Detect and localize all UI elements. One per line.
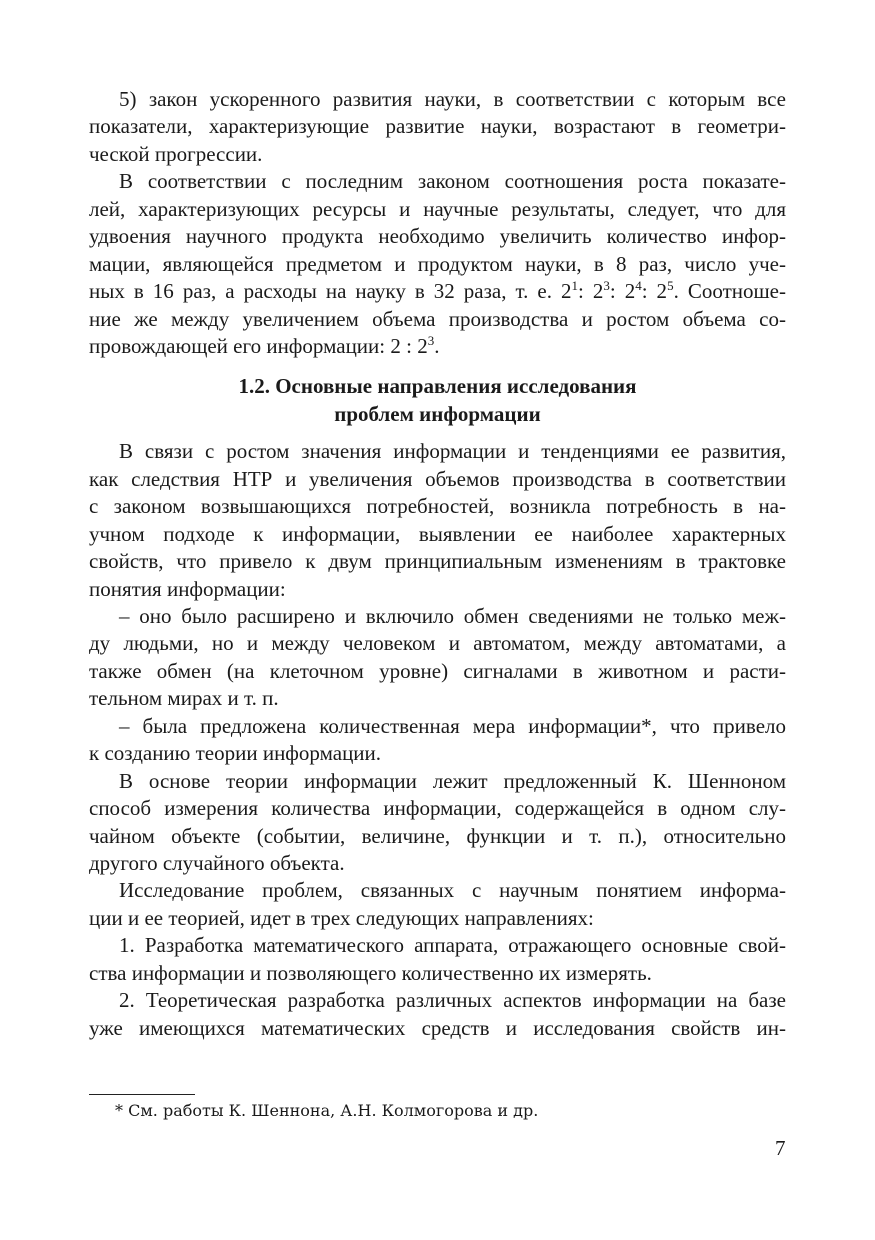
text-line: также обмен (на клеточном уровне) сигналами в животном и расти- [89,658,786,683]
text-line: учном подходе к информации, выявлении ее наиболее характерных [89,521,786,546]
exponent: 4 [635,278,642,294]
text-line: В связи с ростом значения информации и тенденциями ее развития, [119,439,786,464]
text-line: ства информации и позволяющего количественно их измерять. [89,960,652,985]
text-line: свойств, что привело к двум принципиальным изменениям в трактовке [89,549,786,574]
text-line: удвоения научного продукта необходимо увеличить количество инфор- [89,224,786,249]
text-line: тельном мирах и т. п. [89,686,279,711]
exponent: 5 [667,278,674,294]
text-line: В соответствии с последним законом соотношения роста показате- [119,169,786,194]
ratio-text: ных в 16 раз, а расходы на науку в 32 раза, т. е. 2 [89,279,572,304]
text-line: мации, являющейся предметом и продуктом науки, в 8 раз, число уче- [89,251,786,276]
paragraph-context [89,438,786,603]
ratio-separator: : 2 [641,279,668,304]
text-line: как следствия НТР и увеличения объемов производства в соответствии [89,466,786,491]
paragraph-shannon [89,768,786,878]
footnote-divider [89,1094,195,1095]
text-line: лей, характеризующих ресурсы и научные результаты, следует, что для [89,196,786,221]
text-line: с законом возвышающихся потребностей, возникла потребность в на- [89,494,786,519]
dash-item-1 [89,603,786,713]
exponent: 3 [603,278,610,294]
text-line: ции и ее теорией, идет в трех следующих направлениях: [89,905,594,930]
text-line: ние же между увеличением объема производства и ростом объема со- [89,306,786,331]
numbered-item-2 [89,987,786,1042]
page-body [89,86,786,1042]
section-heading [89,372,786,428]
ratio-text: провождающей его информации: 2 : 2 [89,333,428,358]
heading-line: проблем информации [334,402,541,427]
ratio-text-end: . [434,333,440,358]
paragraph-law5 [89,86,786,168]
ratio-text-end: . Соотноше- [673,279,786,304]
paragraph-ratio [89,168,786,360]
text-line: 2. Теоретическая разработка различных аспектов информации на базе [119,988,786,1013]
heading-line: 1.2. Основные направления исследования [238,374,637,399]
text-line: ду людьми, но и между человеком и автоматом, между автоматами, а [89,631,786,656]
spacer [89,428,786,438]
text-line-with-exponents [89,278,786,305]
text-line-with-exponent [89,333,786,360]
text-line: чайном объекте (событии, величине, функции и т. п.), относительно [89,823,786,848]
dash-item-2 [89,713,786,768]
text-line: 1. Разработка математического аппарата, отражающего основные свой- [119,933,786,958]
text-line: Исследование проблем, связанных с научным понятием информа- [119,878,786,903]
exponent: 1 [571,278,578,294]
spacer [89,360,786,372]
text-line: уже имеющихся математических средств и исследования свойств ин- [89,1015,786,1040]
text-line: способ измерения количества информации, содержащейся в одном слу- [89,796,786,821]
ratio-separator: : 2 [609,279,636,304]
text-line: другого случайного объекта. [89,850,345,875]
text-line: показатели, характеризующие развитие науки, возрастают в геометри- [89,114,786,139]
text-line: – оно было расширено и включило обмен сведениями не только меж- [119,604,786,628]
exponent: 3 [427,332,435,348]
text-line: 5) закон ускоренного развития науки, в соответствии с которым все [119,87,786,111]
page-number: 7 [775,1136,786,1160]
text-line: к созданию теории информации. [89,741,382,766]
text-line: В основе теории информации лежит предложенный К. Шенноном [119,768,786,793]
text-line: понятия информации: [89,576,286,601]
numbered-item-1 [89,932,786,987]
text-line: – была предложена количественная мера информации*, что привело [119,713,786,738]
text-line: ческой прогрессии. [89,141,263,166]
paragraph-directions [89,877,786,932]
footnote: * См. работы К. Шеннона, А.Н. Колмогорова и др. [115,1101,539,1120]
ratio-separator: : 2 [577,279,604,304]
